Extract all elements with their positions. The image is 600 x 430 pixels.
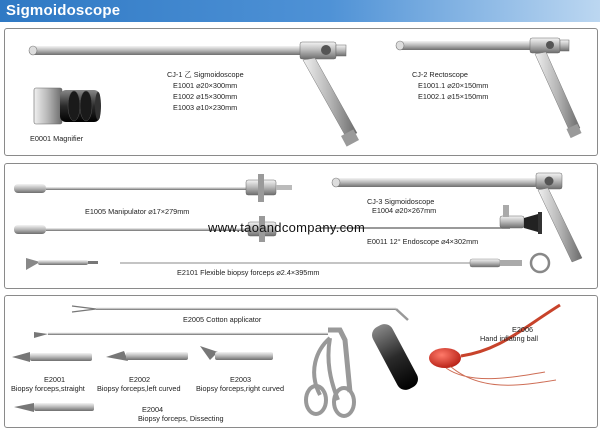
biopsy-forceps-dissecting-image [14,403,94,412]
cotton-applicator-label: E2005 Cotton applicator [183,315,262,324]
inflating-ball-code: E2006 [512,325,534,334]
cj1-spec-1: E1001 ⌀20×300mm [173,81,238,90]
page-title: Sigmoidoscope [6,2,121,19]
cj2-spec-2: E1002.1 ⌀15×150mm [418,92,489,101]
e2003-label: Biopsy forceps,right curved [196,384,285,393]
watermark-url: www.taoandcompany.com [208,220,366,235]
biopsy-forceps-right-curved-image [200,346,273,360]
cj2-title: CJ-2 Rectoscope [412,70,468,79]
magnifier-image [34,88,101,124]
cj3-title: CJ-3 Sigmoidoscope [367,197,435,206]
inflating-ball-label: Hand inflating ball [480,334,539,343]
sigmoidoscope-cj3-image [332,173,582,262]
cj1-title: CJ-1 乙 Sigmoidoscope [167,70,244,79]
hand-inflating-ball-image [429,305,560,385]
cj1-spec-3: E1003 ⌀10×230mm [173,103,238,112]
manipulator-label: E1005 Manipulator ⌀17×279mm [85,207,190,216]
e2003-code: E2003 [230,375,252,384]
cj3-spec: E1004 ⌀20×267mm [372,206,437,215]
cj1-spec-2: E1002 ⌀15×300mm [173,92,238,101]
e2002-code: E2002 [129,375,151,384]
cj2-spec-1: E1001.1 ⌀20×150mm [418,81,489,90]
e2001-label: Biopsy forceps,straight [11,384,85,393]
e2001-code: E2001 [44,375,66,384]
magnifier-label: E0001 Magnifier [30,134,84,143]
biopsy-forceps-straight-image [12,352,92,362]
flexible-forceps-label: E2101 Flexible biopsy forceps ⌀2.4×395mm [177,268,320,277]
manipulator-image [14,174,292,202]
e2004-label: Biopsy forceps, Dissecting [138,414,224,423]
endoscope-label: E0011 12° Endoscope ⌀4×302mm [367,237,479,246]
e2002-label: Biopsy forceps,left curved [97,384,181,393]
biopsy-forceps-left-curved-image [106,351,188,361]
e2004-code: E2004 [142,405,164,414]
